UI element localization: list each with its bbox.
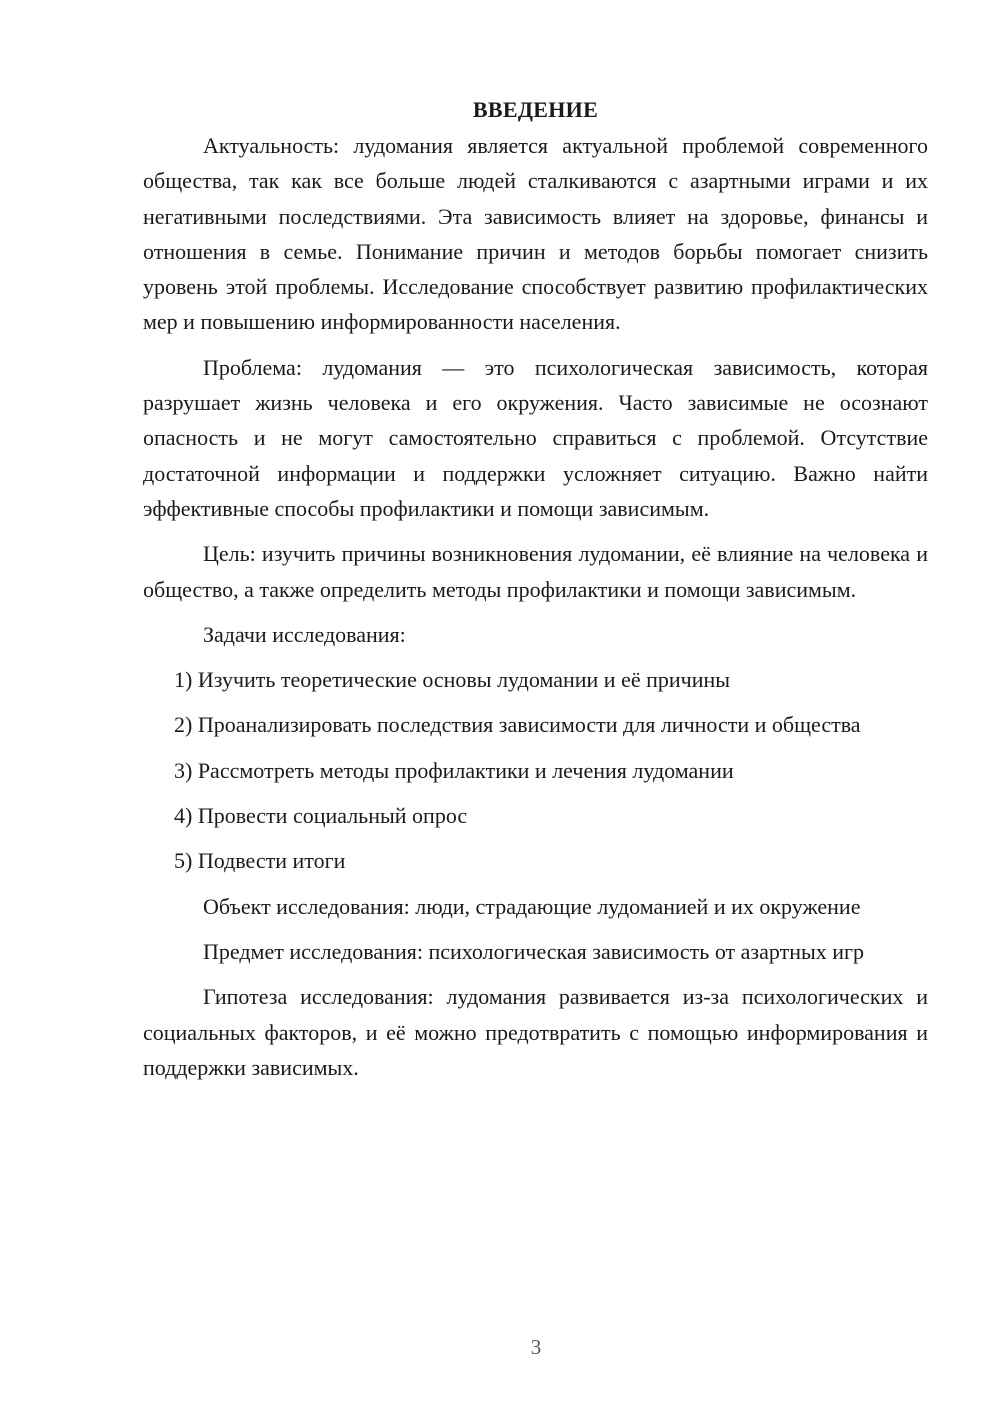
list-item: 2) Проанализировать последствия зависимости для личности и общества: [174, 712, 861, 738]
page-content: [143, 92, 928, 1085]
paragraph-object: Объект исследования: люди, страдающие лудоманией и их окружение: [203, 893, 861, 919]
list-item: 4) Провести социальный опрос: [174, 803, 468, 829]
page-number: 3: [530, 1335, 542, 1359]
paragraph-relevance: Актуальность: лудомания является актуальной проблемой современного общества, так как все больше людей сталкиваются с азартными играми и их негативными последствиями. Эта зависимость влияет на здоровье, финансы и отношения в семье. Понимание причин и методов борьбы помогает снизить уровень этой проблемы. Исследование способствует развитию профилактических мер и повышению информированности населения.: [143, 133, 928, 335]
paragraph-problem: Проблема: лудомания — это психологическая зависимость, которая разрушает жизнь человека и его окружения. Часто зависимые не осознают опасность и не могут самостоятельно справиться с проблемой. Отсутствие достаточной информации и поддержки усложняет ситуацию. Важно найти эффективные способы профилактики и помощи зависимым.: [143, 354, 928, 521]
list-item: 3) Рассмотреть методы профилактики и лечения лудомании: [174, 757, 734, 783]
paragraph-goal: Цель: изучить причины возникновения лудомании, её влияние на человека и общество, а также определить методы профилактики и помощи зависимым.: [143, 541, 928, 602]
tasks-list: [143, 662, 928, 878]
list-item: 5) Подвести итоги: [174, 848, 346, 874]
paragraph-tasks-heading: Задачи исследования:: [203, 621, 406, 647]
page-title: ВВЕДЕНИЕ: [472, 97, 599, 122]
list-item: 1) Изучить теоретические основы лудомании и её причины: [174, 667, 731, 693]
paragraph-hypothesis: Гипотеза исследования: лудомания развивается из-за психологических и социальных факторов, и её можно предотвратить с помощью информирования и поддержки зависимых.: [143, 984, 928, 1080]
paragraph-subject: Предмет исследования: психологическая зависимость от азартных игр: [203, 938, 865, 964]
